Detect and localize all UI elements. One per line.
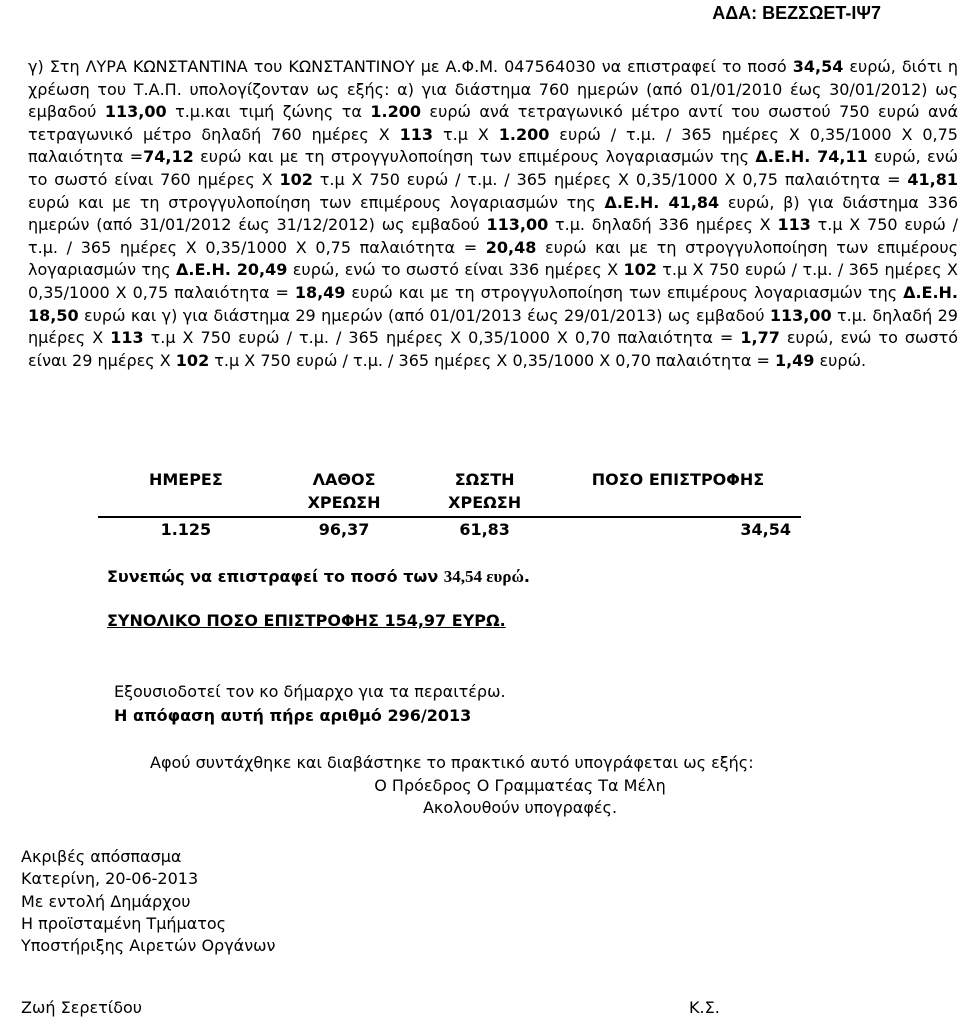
extract-line: Με εντολή Δημάρχου (21, 891, 191, 911)
extract-line: Υποστήριξης Αιρετών Οργάνων (21, 936, 276, 956)
ada-code: ΑΔΑ: ΒΕΖΣΩΕΤ-ΙΨ7 (712, 3, 881, 23)
extract-block (21, 846, 275, 957)
table-row (98, 517, 801, 542)
conclusion-line: Συνεπώς να επιστραφεί το ποσό των 34,54 ευρώ. (107, 567, 530, 586)
cell-wrong-charge: 96,37 (274, 517, 415, 542)
header-refund-amount: ΠΟΣΟ ΕΠΙΣΤΡΟΦΗΣ (591, 470, 765, 489)
signer-name-right: Κ.Σ. (689, 998, 720, 1017)
header-days: ΗΜΕΡΕΣ (148, 470, 223, 489)
refund-summary-table (98, 468, 801, 542)
signatures-follow-line: Ακολουθούν υπογραφές. (422, 798, 618, 817)
header-wrong-charge: ΛΑΘΟΣ ΧΡΕΩΣΗ (307, 470, 381, 512)
signature-intro-line: Αφού συντάχθηκε και διαβάστηκε το πρακτικό αυτό υπογράφεται ως εξής: (150, 753, 754, 772)
signature-intro (150, 752, 870, 820)
extract-line: Ακριβές απόσπασμα (21, 847, 182, 866)
cell-refund-amount: 34,54 (555, 517, 801, 542)
signer-name-left: Ζωή Σερετίδου (21, 998, 143, 1017)
extract-line: Η προϊσταμένη Τμήματος (21, 913, 227, 933)
total-refund-line: ΣΥΝΟΛΙΚΟ ΠΟΣΟ ΕΠΙΣΤΡΟΦΗΣ 154,97 ΕΥΡΩ. (107, 611, 506, 630)
cell-days: 1.125 (98, 517, 274, 542)
table-header-row (98, 468, 801, 517)
cell-correct-charge: 61,83 (414, 517, 555, 542)
refund-paragraph: γ) Στη ΛΥΡΑ ΚΩΝΣΤΑΝΤΙΝΑ του ΚΩΝΣΤΑΝΤΙΝΟΥ με Α.Φ.Μ. 047564030 να επιστραφεί το ποσό 34,54 ευρώ, διότι η χρέωση του Τ.Α.Π. υπολογίζονταν ως εξής: α) για διάστημα 760 ημερών (από 01/01/2010 έως 30/01/2012) ως εμβαδού 113,00 τ.μ.και τιμή ζώνης τα 1.200 ευρώ ανά τετραγωνικό μέτρο αντί του σωστού 750 ευρώ ανά τετραγωνικό μέτρο δηλαδή 760 ημέρες Χ 113 τ.μ Χ 1.200 ευρώ / τ.μ. / 365 ημέρες Χ 0,35/1000 Χ 0,75 παλαιότητα =74,12 ευρώ και με τη στρογγυλοποίηση των επιμέρους λογαριασμών της Δ.Ε.Η. 74,11 ευρώ, ενώ το σωστό είναι 760 ημέρες Χ 102 τ.μ Χ 750 ευρώ / τ.μ. / 365 ημέρες Χ 0,35/1000 Χ 0,75 παλαιότητα = 41,81 ευρώ και με τη στρογγυλοποίηση των επιμέρους λογαριασμών της Δ.Ε.Η. 41,84 ευρώ, β) για διάστημα 336 ημερών (από 31/01/2012 έως 31/12/2012) ως εμβαδού 113,00 τ.μ. δηλαδή 336 ημέρες Χ 113 τ.μ Χ 750 ευρώ / τ.μ. / 365 ημέρες Χ 0,35/1000 Χ 0,75 παλαιότητα = 20,48 ευρώ και με τη στρογγυλοποίηση των επιμέρους λογαριασμών της Δ.Ε.Η. 20,49 ευρώ, ενώ το σωστό είναι 336 ημέρες Χ 102 τ.μ Χ 750 ευρώ / τ.μ. / 365 ημέρες Χ 0,35/1000 Χ 0,75 παλαιότητα = 18,49 ευρώ και με τη στρογγυλοποίηση των επιμέρους λογαριασμών της Δ.Ε.Η. 18,50 ευρώ και γ) για διάστημα 29 ημερών (από 01/01/2013 έως 29/01/2013) ως εμβαδού 113,00 τ.μ. δηλαδή 29 ημέρες Χ 113 τ.μ Χ 750 ευρώ / τ.μ. / 365 ημέρες Χ 0,35/1000 Χ 0,70 παλαιότητα = 1,77 ευρώ, ενώ το σωστό είναι 29 ημέρες Χ 102 τ.μ Χ 750 ευρώ / τ.μ. / 365 ημέρες Χ 0,35/1000 Χ 0,70 παλαιότητα = 1,49 ευρώ. (28, 57, 959, 370)
extract-line: Κατερίνη, 20-06-2013 (21, 869, 199, 889)
decision-number: Η απόφαση αυτή πήρε αριθμό 296/2013 (114, 706, 472, 725)
authorization-text: Εξουσιοδοτεί τον κο δήμαρχο για τα περαιτέρω. (114, 682, 506, 701)
signatories-line: Ο Πρόεδρος Ο Γραμματέας Τα Μέλη (374, 775, 666, 795)
header-correct-charge: ΣΩΣΤΗ ΧΡΕΩΣΗ (448, 470, 522, 512)
